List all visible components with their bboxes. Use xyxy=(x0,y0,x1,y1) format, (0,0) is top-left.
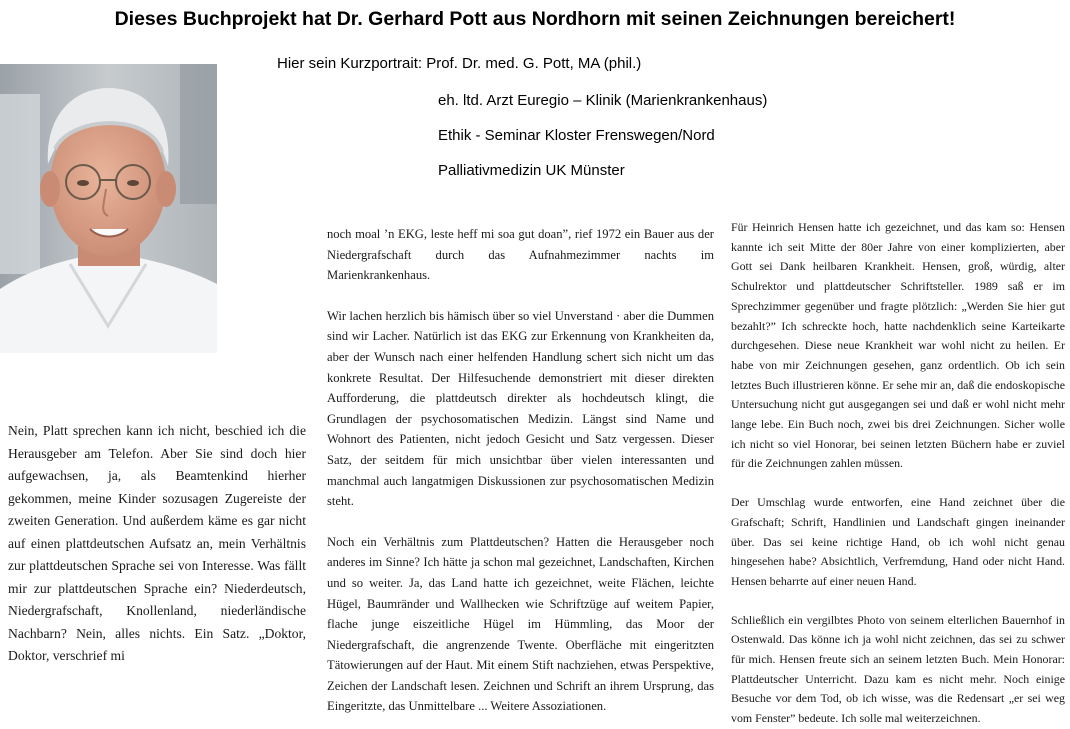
portrait-intro-line: Hier sein Kurzportrait: Prof. Dr. med. G. Pott, MA (phil.) xyxy=(277,55,642,72)
paragraph: noch moal ’n EKG, leste heff mi soa gut doan”, rief 1972 ein Bauer aus der Niedergrafschaft durch das Aufnahmezimmer nachts im Marienkrankenhaus. xyxy=(327,227,714,283)
paragraph: Noch ein Verhältnis zum Plattdeutschen? Hatten die Herausgeber noch anderes im Sinne? Ich hätte ja schon mal gezeichnet, Landschaften, Kirchen und so weiter. Ja, das Land hatte ich gezeichnet, weite Flächen, leichte Hügel, Baumränder und Wallhecken wie Schriftzüge auf weitem Papier, flache junge eiszeitliche Hügel im Hümmling, das Moor der Niedergrafschaft, die angrenzende Twente. Oberfläche mit eingeritzten Tätowierungen auf der Haut. Mit einem Stift nachziehen, etwas Perspektive, Zeichen der Landschaft lesen. Zeichnen und Schrift an ihrem Ursprung, das Eingeritzte, das Unmittelbare ... Weitere Assoziationen. xyxy=(327,534,714,714)
column-left xyxy=(8,420,306,668)
column-middle xyxy=(327,224,714,717)
paragraph: Der Umschlag wurde entworfen, eine Hand zeichnet über die Grafschaft; Schrift, Handlinien und Landschaft gingen ineinander über. Das sei keine richtige Hand, ob ich wohl nicht genau hingesehen habe? Absichtlich, Verfremdung, Hand oder nicht Hand. Hensen beharrte auf einer neuen Hand. xyxy=(731,495,1065,588)
column-right xyxy=(731,218,1065,729)
paragraph: Für Heinrich Hensen hatte ich gezeichnet, und das kam so: Hensen kannte ich seit Mitte der 80er Jahre von einer komplizierten, aber Gott sei Dank heilbaren Krankheit. Hensen, groß, würdig, alter Schulrektor und plattdeutscher Schriftsteller. 1989 saß er im Sprechzimmer gegenüber und fragte plötzlich: „Werden Sie hier gut bezahlt?” Ich schreckte hoch, hatte nachdenklich seine Karteikarte durchgesehen. Diese neue Krankheit war wohl nicht zu heilen. Er habe von mir Zeichnungen gesehen, ganz ordentlich. Ob ich sein letztes Buch illustrieren könne. Er sehe mir an, daß die endoskopische Untersuchung nicht gut ausgegangen sei und daß er wohl nicht mehr lange lebe. Ein Buch noch, zwei bis drei Zeichnungen. Sicher wolle ich nicht so viel Honorar, bei seinen letzten Büchern habe er zuviel für die Zeichnungen zahlen müssen. xyxy=(731,220,1065,471)
portrait-palliative-line: Palliativmedizin UK Münster xyxy=(438,162,625,179)
paragraph: Wir lachen herzlich bis hämisch über so viel Unverstand · aber die Dummen sind wir Lacher. Natürlich ist das EKG zur Erkennung von Krankheiten da, aber der Wunsch nach einer helfenden Handlung schert sich nicht um das konkrete Resultat. Der Hilfesuchende demonstriert mit dieser direkten Aufforderung, die plattdeutsch direkter als hochdeutsch klingt, die Grundlagen der psychosomatischen Medizin. Längst sind Name und Wohnort des Patienten, nicht jedoch Gesicht und Satz vergessen. Dieser Satz, der seitdem für mich unsichtbar über vielen interessanten und manchmal auch langatmigen Diskussionen zur psychosomatischen Medizin steht. xyxy=(327,308,714,509)
portrait-seminar-line: Ethik - Seminar Kloster Frenswegen/Nord xyxy=(438,127,715,144)
portrait-role-line: eh. ltd. Arzt Euregio – Klinik (Marienkrankenhaus) xyxy=(438,92,768,109)
paragraph: Schließlich ein vergilbtes Photo von seinem elterlichen Bauernhof in Ostenwald. Das könne ich ja wohl nicht zeichnen, das sei zu schwer für mich. Hensen freute sich an seinem letzten Buch. Mein Honorar: Plattdeutscher Unterricht. Dazu kam es nicht mehr. Noch einige Besuche vor dem Tod, ob ich wisse, was die Redensart „er sei weg vom Fenster” bedeute. Ich solle mal weiterzeichnen. xyxy=(731,612,1065,726)
page-title: Dieses Buchprojekt hat Dr. Gerhard Pott aus Nordhorn mit seinen Zeichnungen bereichert! xyxy=(114,8,956,30)
portrait-photo xyxy=(0,64,217,353)
paragraph: Nein, Platt sprechen kann ich nicht, beschied ich die Herausgeber am Telefon. Aber Sie sind doch hier aufgewachsen, ja, als Beamtenkind hierher gekommen, meine Kinder sozusagen Zugereiste der zweiten Generation. Und außerdem käme es gar nicht auf einen plattdeutschen Aufsatz an, mein Verhältnis zur plattdeutschen Sprache sei von Interesse. Was fällt mir zur plattdeutschen Sprache ein? Niederdeutsch, Niedergrafschaft, Knollenland, niederländische Nachbarn? Nein, alles nichts. Ein Satz. „Doktor, Doktor, verschrief mi xyxy=(8,423,306,663)
